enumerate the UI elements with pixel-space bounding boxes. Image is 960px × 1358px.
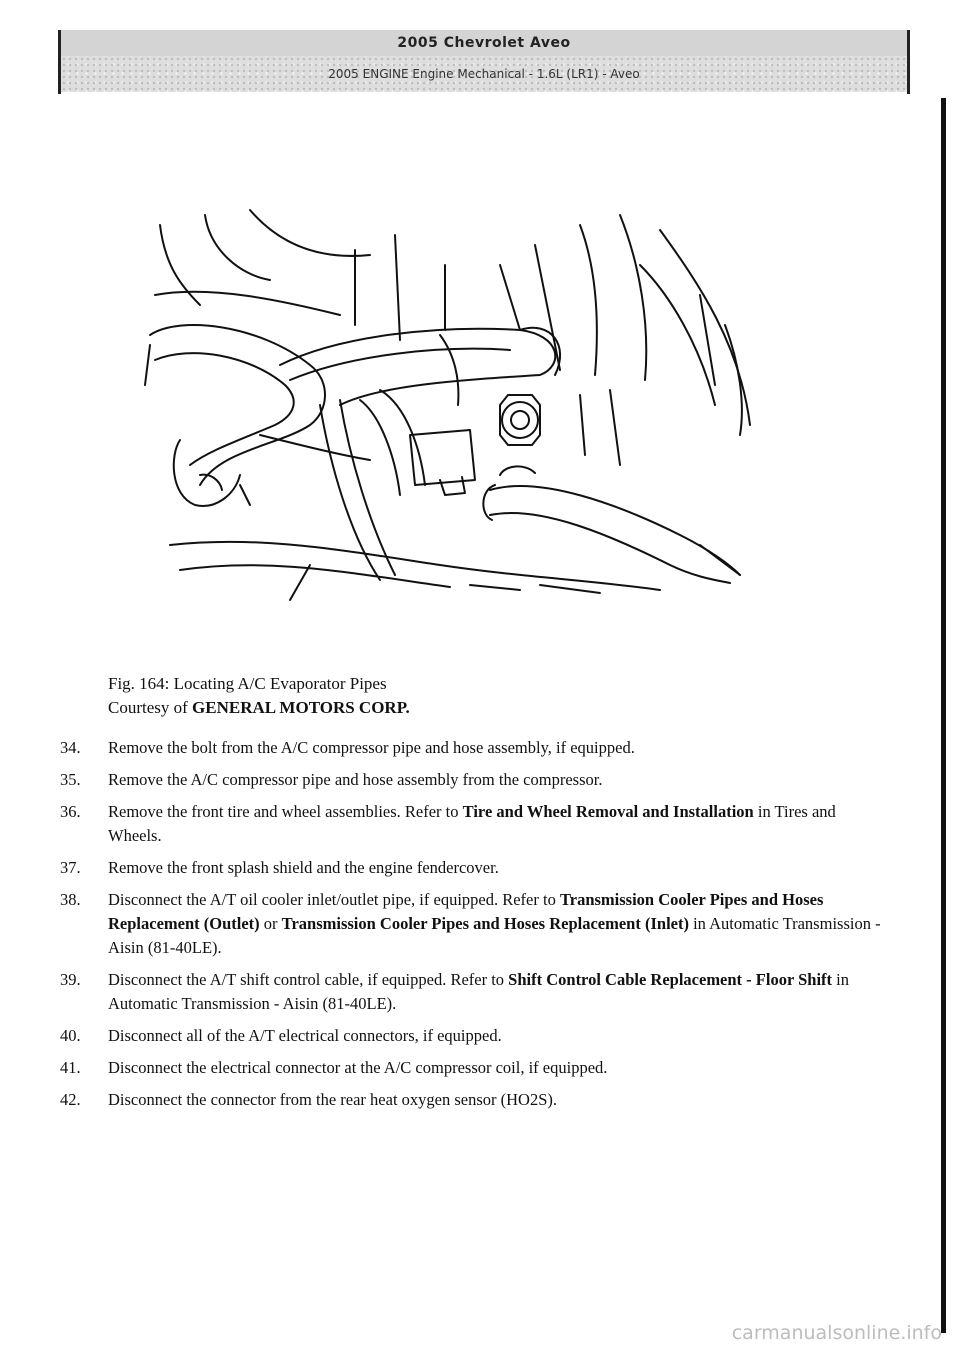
document-subtitle: 2005 ENGINE Engine Mechanical - 1.6L (LR1) - Aveo xyxy=(61,56,907,92)
step-number: 35. xyxy=(60,770,81,789)
figure-caption-title: Fig. 164: Locating A/C Evaporator Pipes xyxy=(108,674,387,693)
document-title: 2005 Chevrolet Aveo xyxy=(61,30,907,56)
step-text: Disconnect the connector from the rear heat oxygen sensor (HO2S). xyxy=(108,1090,558,1109)
step-number: 36. xyxy=(60,802,81,821)
step-text: Disconnect the A/T shift control cable, if equipped. Refer to xyxy=(108,970,509,989)
step-text: Disconnect the A/T oil cooler inlet/outlet pipe, if equipped. Refer to xyxy=(108,890,560,909)
step-text: Disconnect all of the A/T electrical connectors, if equipped. xyxy=(108,1026,502,1045)
step-number: 37. xyxy=(60,858,81,877)
figure-illustration xyxy=(140,205,780,615)
step-text: Remove the front splash shield and the engine fendercover. xyxy=(108,858,499,877)
step-reference: Tire and Wheel Removal and Installation xyxy=(462,802,754,821)
step-text: in Tires and Wheels. xyxy=(108,802,836,845)
procedure-step xyxy=(60,736,890,760)
side-margin-rule xyxy=(941,98,946,1333)
procedure-step xyxy=(60,1088,890,1112)
step-number: 41. xyxy=(60,1058,81,1077)
step-text: Disconnect the electrical connector at the A/C compressor coil, if equipped. xyxy=(108,1058,608,1077)
step-text: Remove the front tire and wheel assemblies. Refer to xyxy=(108,802,463,821)
step-number: 38. xyxy=(60,890,81,909)
step-text: Remove the A/C compressor pipe and hose assembly from the compressor. xyxy=(108,770,603,789)
page-header xyxy=(58,30,910,94)
procedure-step xyxy=(60,888,890,960)
step-number: 34. xyxy=(60,738,81,757)
courtesy-prefix: Courtesy of xyxy=(108,698,193,717)
procedure-step xyxy=(60,856,890,880)
step-text: Remove the bolt from the A/C compressor pipe and hose assembly, if equipped. xyxy=(108,738,635,757)
procedure-step xyxy=(60,800,890,848)
procedure-step xyxy=(60,1056,890,1080)
procedure-steps xyxy=(60,736,890,1120)
step-reference: Shift Control Cable Replacement - Floor Shift xyxy=(508,970,833,989)
figure-caption xyxy=(108,672,410,720)
step-number: 40. xyxy=(60,1026,81,1045)
step-text: in Automatic Transmission - Aisin (81-40LE). xyxy=(108,970,850,1013)
figure-courtesy xyxy=(108,696,410,720)
step-number: 42. xyxy=(60,1090,81,1109)
procedure-step xyxy=(60,968,890,1016)
step-text: in Automatic Transmission - Aisin (81-40LE). xyxy=(108,914,881,957)
step-number: 39. xyxy=(60,970,81,989)
watermark: carmanualsonline.info xyxy=(731,1322,942,1344)
procedure-step xyxy=(60,1024,890,1048)
procedure-step xyxy=(60,768,890,792)
step-reference: Transmission Cooler Pipes and Hoses Replacement (Inlet) xyxy=(281,914,689,933)
step-text: or xyxy=(259,914,282,933)
step-reference: Transmission Cooler Pipes and Hoses Replacement (Outlet) xyxy=(108,890,824,933)
courtesy-company: GENERAL MOTORS CORP. xyxy=(192,698,410,717)
